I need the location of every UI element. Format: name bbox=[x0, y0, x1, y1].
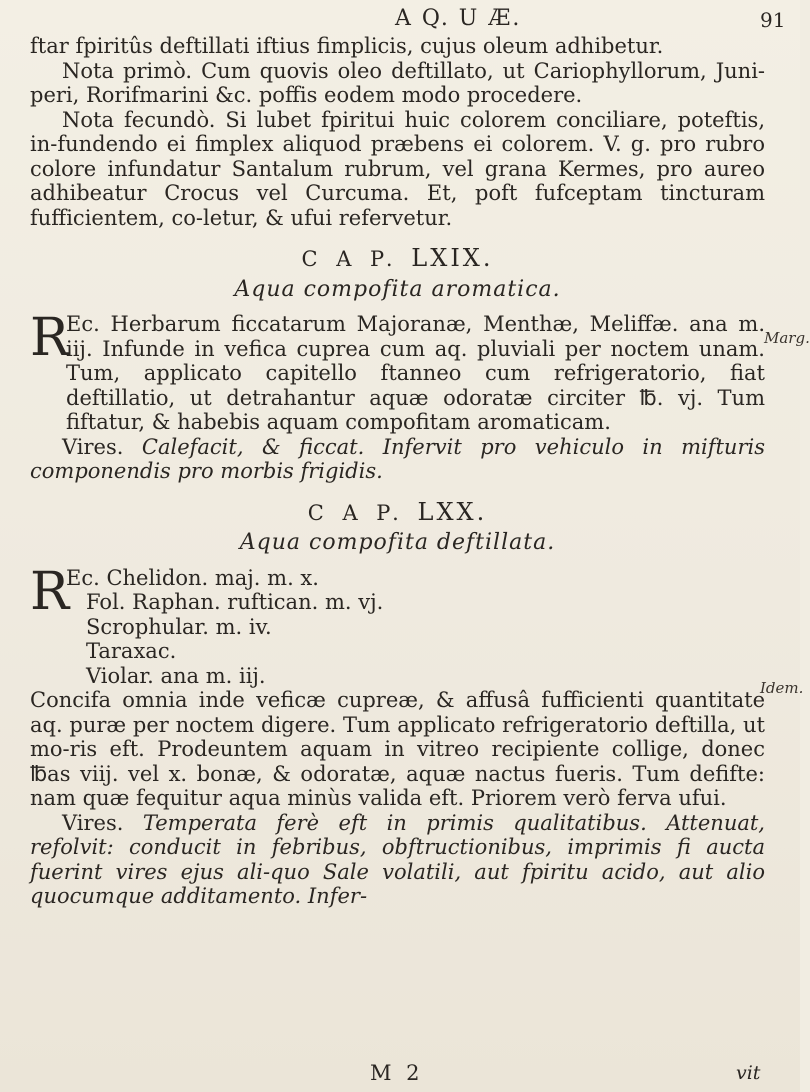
page-body bbox=[30, 34, 765, 909]
running-title: A Q. U Æ. bbox=[395, 6, 522, 31]
chapter-number: LXIX. bbox=[411, 244, 494, 272]
catchword: vit bbox=[736, 1062, 761, 1084]
chapter-label: C A P. bbox=[301, 247, 399, 271]
chapter-label: C A P. bbox=[307, 500, 405, 525]
ingredient: Violar. ana m. iij. bbox=[86, 663, 266, 688]
paragraph-nota-primo: Nota primò. Cum quovis oleo deftillato, ut Cariophyllorum, Juni-peri, Rorifmarini &c. poffis eodem modo procedere. bbox=[30, 58, 765, 107]
vires-text: Temperata ferè eft in primis qualitatibus. Attenuat, refolvit: conducit in febribus, obftructionibus, imprimis fi aucta fuerint vires ejus ali-quo Sale volatili, aut fpiritu acido, aut alio quocumque additamento. Infer- bbox=[30, 810, 765, 908]
page-number: 91 bbox=[760, 8, 786, 32]
paragraph-nota-secundo: Nota fecundò. Si lubet fpiritui huic colorem conciliare, poteftis, in-fundendo ei fimplex aliquod præbens ei colorem. V. g. pro rubro colore infundatur Santalum rubrum, vel grana Kermes, pro aureo adhibeatur Crocus vel Curcuma. Et, poft fufceptam tincturam fufficientem, co-letur, & ufui refervetur. bbox=[30, 107, 765, 230]
vires-text: Calefacit, & ficcat. Infervit pro vehiculo in mifturis componendis pro morbis frigidis. bbox=[30, 434, 765, 483]
vires-69 bbox=[30, 435, 765, 484]
chapter-heading-70 bbox=[30, 497, 765, 526]
margin-note-idem: Idem. bbox=[760, 679, 804, 697]
recipe-text: Ec. Herbarum ficcatarum Majoranæ, Menthæ, Meliffæ. ana m. iij. Infunde in vefica cuprea cum aq. pluviali per noctem unam. Tum, applicato capitello ftanneo cum refrigeratorio, fiat deftillatio, ut detrahantur aquæ odoratæ circiter ℔. vj. Tum fiftatur, & habebis aquam compofitam aromaticam. bbox=[66, 312, 765, 434]
vires-70 bbox=[30, 811, 765, 909]
signature-mark: M 2 bbox=[370, 1061, 424, 1085]
chapter-number: LXX. bbox=[417, 497, 488, 526]
ingredient: Taraxac. bbox=[86, 639, 177, 663]
drop-cap: R bbox=[30, 561, 70, 622]
chapter-title-70: Aqua compofita deftillata. bbox=[239, 530, 556, 555]
ingredient: Ec. Chelidon. maj. m. x. bbox=[66, 565, 319, 590]
running-head bbox=[0, 6, 800, 36]
chapter-title-69: Aqua compofita aromatica. bbox=[234, 276, 561, 302]
margin-note-marg: Marg. bbox=[764, 329, 810, 347]
recipe-70-body: Concifa omnia inde veficæ cupreæ, & affusâ fufficienti quantitate aq. puræ per noctem digere. Tum applicato refrigeratorio deftilla, ut mo-ris eft. Prodeuntem aquam in vitreo recipiente collige, donec ℔as viij. vel x. bonæ, & odoratæ, aquæ nactus fueris. Tum defifte: nam quæ fequitur aqua minùs valida eft. Priorem verò ferva ufui. bbox=[30, 688, 765, 810]
drop-cap: R bbox=[30, 308, 70, 368]
recipe-69 bbox=[30, 308, 765, 435]
vires-label: Vires. bbox=[62, 434, 124, 459]
ingredient: Fol. Raphan. ruftican. m. vj. bbox=[86, 590, 384, 614]
vires-label: Vires. bbox=[62, 810, 124, 835]
paragraph-continuation: ftar fpiritûs deftillati iftius fimplicis, cujus oleum adhibetur. bbox=[30, 34, 664, 58]
ingredient: Scrophular. m. iv. bbox=[86, 614, 272, 639]
chapter-heading-69 bbox=[30, 246, 765, 272]
